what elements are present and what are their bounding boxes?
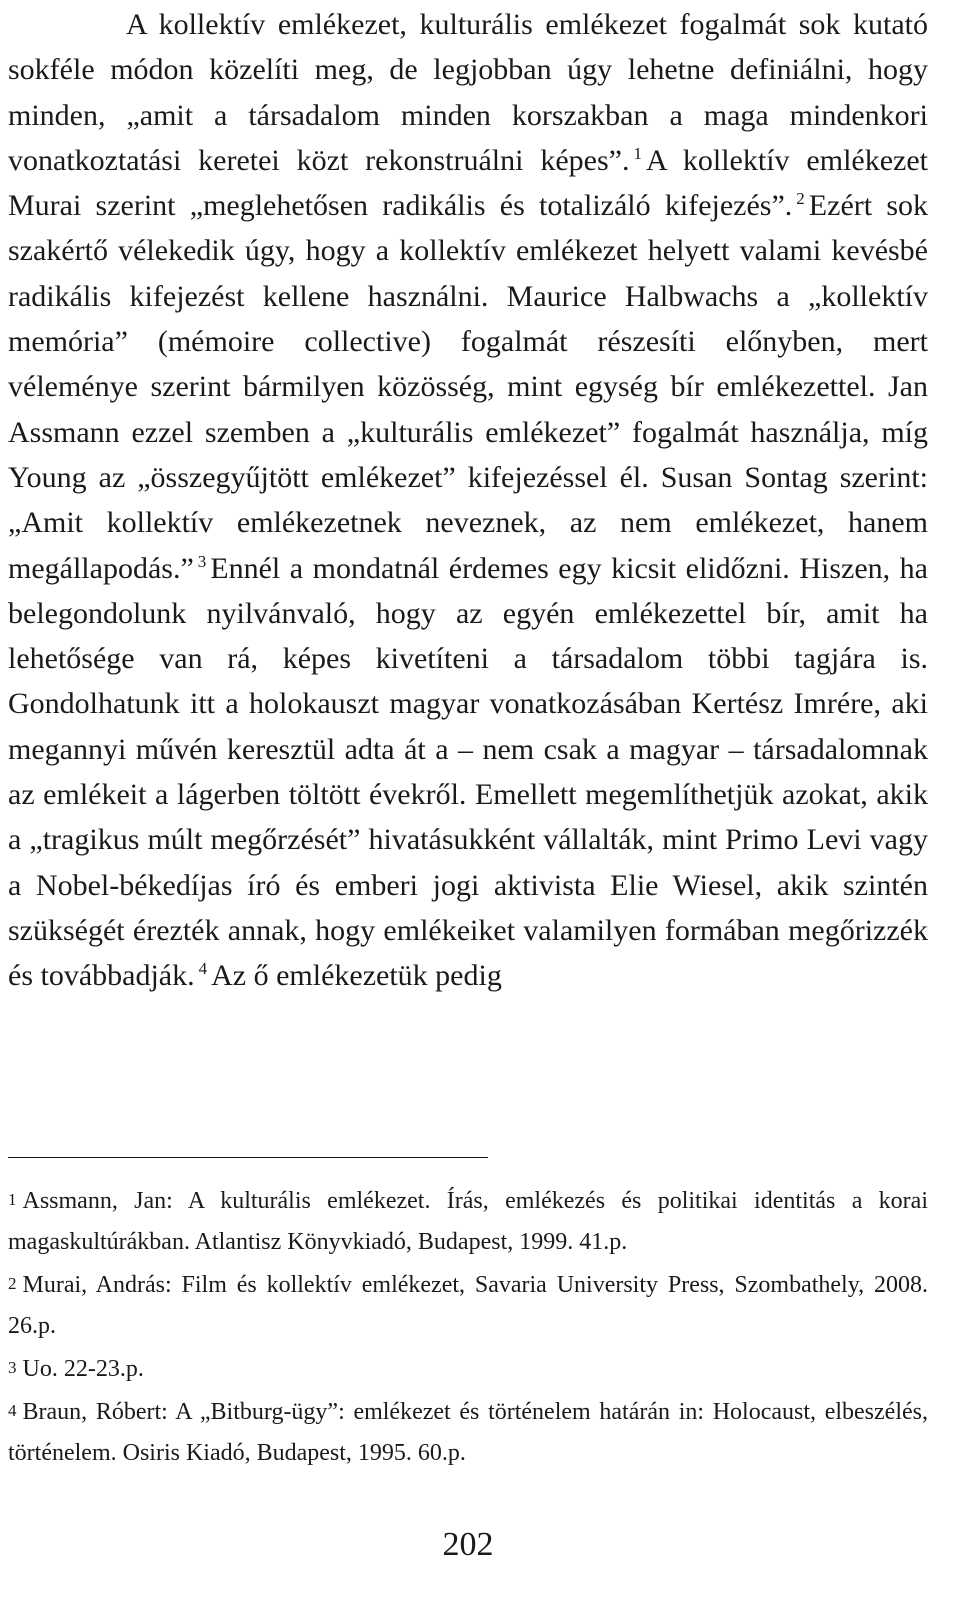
text-segment: Ezért sok szakértő vélekedik úgy, hogy a kollektív emlékezet helyett valami kevésbé radikális kifejezést kellene használni. Maurice Halbwachs a „kollektív memória” (mémoire collective) fogalmát részesíti előnyben, mert véleménye szerint bármilyen közösség, mint egység bír emlékezettel. Jan Assmann ezzel szemben a „kulturális emlékezet” fogalmát használja, míg Young az „összegyűjtött emlékezet” kifejezéssel él. Susan Sontag szerint: „Amit kollektív emlékezetnek neveznek, az nem emlékezet, hanem megállapodás.” (8, 189, 928, 585)
footnotes (8, 1179, 928, 1474)
body-paragraph (8, 0, 928, 999)
footnote (8, 1390, 928, 1474)
footnote-text: Braun, Róbert: A „Bitburg-ügy”: emlékezet és történelem határán in: Holocaust, elbeszélés, történelem. Osiris Kiadó, Budapest, 1995. 60.p. (8, 1399, 928, 1466)
footnote-number: 1 (8, 1190, 17, 1209)
footnote (8, 1263, 928, 1347)
text-segment: A kollektív emlékezet, kulturális emlékezet fogalmát sok kutató sokféle módon közelíti meg, de legjobban úgy lehetne definiálni, hogy minden, „amit a társadalom minden korszakban a maga mindenkori vonatkoztatási keretei közt rekonstruálni képes”. (8, 8, 928, 177)
footnote-reference[interactable]: 3 (197, 551, 207, 571)
footnote (8, 1347, 928, 1390)
footnote-text: Assmann, Jan: A kulturális emlékezet. Írás, emlékezés és politikai identitás a korai magaskultúrákban. Atlantisz Könyvkiadó, Budapest, 1999. 41.p. (8, 1188, 928, 1255)
footnote-number: 2 (8, 1274, 17, 1293)
footnote-number: 3 (8, 1358, 17, 1377)
footnote-reference[interactable]: 1 (633, 143, 642, 163)
footnote-text: Murai, András: Film és kollektív emlékezet, Savaria University Press, Szombathely, 2008. 26.p. (8, 1272, 928, 1339)
text-segment: A kollektív emlékezet Murai szerint „meglehetősen radikális és totalizáló kifejezés”. (8, 143, 928, 223)
footnote-separator (8, 1157, 488, 1158)
footnote-reference[interactable]: 2 (796, 189, 805, 209)
footnote-text: Uo. 22-23.p. (22, 1356, 144, 1382)
text-segment: Ennél a mondatnál érdemes egy kicsit elidőzni. Hiszen, ha belegondolunk nyilvánvaló, hogy az egyén emlékezettel bír, amit ha lehetősége van rá, képes kivetíteni a társadalom többi tagjára is. Gondolhatunk itt a holokauszt magyar vonatkozásában Kertész Imrére, aki megannyi művén keresztül adta át a – nem csak a magyar – társadalomnak az emlékeit a lágerben töltött évekről. Emellett megemlíthetjük azokat, akik a „tragikus múlt megőrzését” hivatásukként vállalták, mint Primo Levi vagy a Nobel-békedíjas író és emberi jogi aktivista Elie Wiesel, akik szintén szükségét érezték annak, hogy emlékeiket valamilyen formában megőrizzék és továbbadják. (8, 551, 928, 993)
footnote-reference[interactable]: 4 (198, 959, 208, 979)
footnote-number: 4 (8, 1401, 17, 1420)
text-segment: Az ő emlékezetük pedig (211, 959, 502, 993)
page-content (8, 0, 928, 999)
footnote (8, 1179, 928, 1263)
page-number: 202 (442, 1526, 494, 1563)
